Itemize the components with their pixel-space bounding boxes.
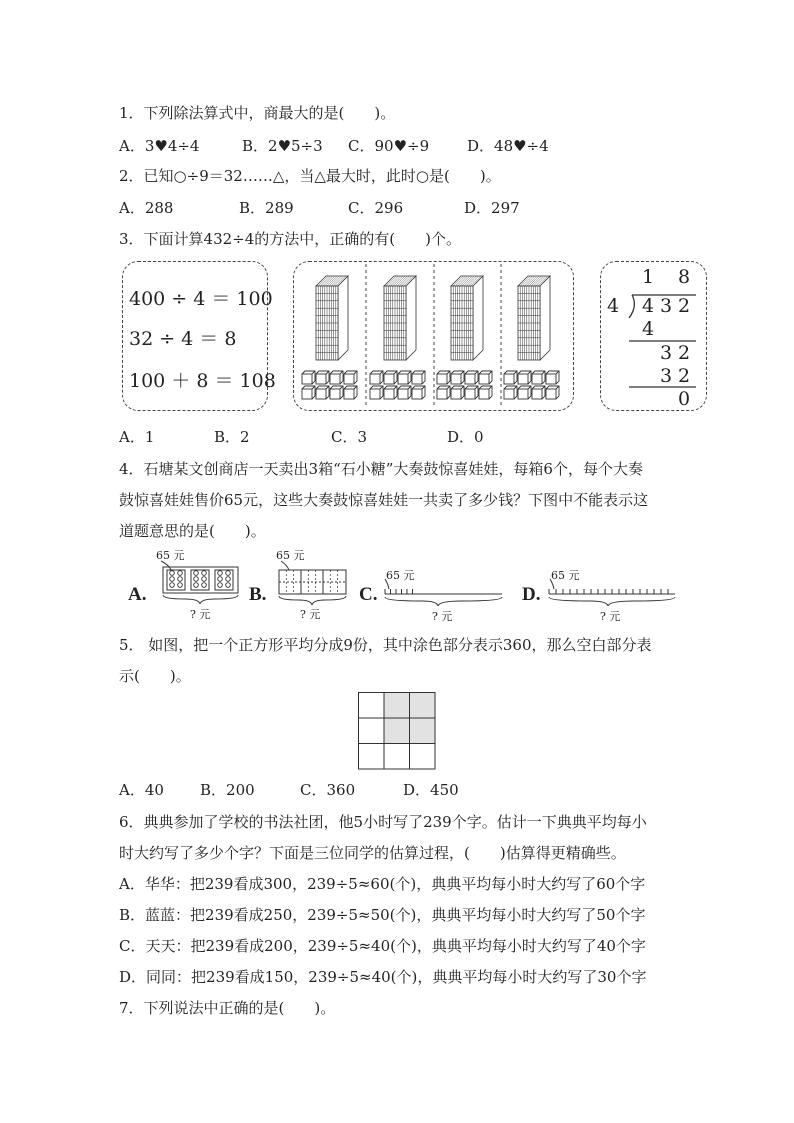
unit-cube — [330, 386, 343, 399]
q1-option-a[interactable]: A．3♥4÷4 — [119, 137, 200, 155]
q5-option-d[interactable]: D．450 — [403, 781, 459, 799]
unit-cube — [479, 371, 492, 384]
unit-cube — [384, 371, 397, 384]
q4-figure-c — [382, 577, 507, 617]
q3-method1-line3: 100 ＋ 8 ＝ 108 — [129, 370, 276, 392]
q4-stem-line2: 鼓惊喜娃娃售价65元，这些大奏鼓惊喜娃娃一共卖了多少钱？下图中不能表示这 — [119, 491, 649, 509]
q4-figure-label-a[interactable]: A. — [128, 584, 147, 605]
doll-dot — [202, 577, 207, 582]
q1-option-d[interactable]: D．48♥÷4 — [467, 137, 549, 155]
q3-method1-box — [122, 261, 276, 411]
q3-quotient-digit-2: 8 — [678, 266, 691, 288]
doll-dot — [202, 583, 207, 588]
doll-dot — [170, 583, 175, 588]
unit-cube — [546, 371, 559, 384]
doll-dot — [226, 583, 231, 588]
q4-figure-a — [155, 557, 245, 617]
doll-dot — [194, 577, 199, 582]
q4-b-price-label: 65 元 — [276, 549, 305, 562]
q3-option-c[interactable]: C．3 — [331, 428, 368, 446]
hundred-flat-1 — [316, 276, 348, 360]
q3-blocks-box — [293, 261, 574, 411]
q3-option-d[interactable]: D．0 — [447, 428, 484, 446]
q4-c-total-label: ? 元 — [432, 610, 453, 623]
unit-cube — [330, 371, 343, 384]
hundred-flat-3 — [451, 276, 483, 360]
unit-cube — [344, 371, 357, 384]
unit-cube — [302, 371, 315, 384]
unit-cube — [316, 386, 329, 399]
hundred-flat-4 — [518, 276, 550, 360]
unit-cube — [302, 386, 315, 399]
unit-cube — [344, 386, 357, 399]
q4-figure-label-b[interactable]: B. — [249, 584, 267, 605]
doll-dot — [226, 577, 231, 582]
doll-dot — [218, 583, 223, 588]
unit-cube — [465, 386, 478, 399]
q1-option-c[interactable]: C．90♥÷9 — [348, 137, 430, 155]
blank-cell — [359, 693, 385, 719]
q3-step3-digit-1: 3 — [660, 365, 673, 387]
q3-step2-digit-1: 3 — [660, 342, 673, 364]
q5-option-a[interactable]: A．40 — [119, 781, 164, 799]
unit-cube — [518, 371, 531, 384]
unit-cube — [465, 371, 478, 384]
unit-cube — [370, 386, 383, 399]
shaded-cell — [410, 718, 436, 744]
unit-cube — [504, 371, 517, 384]
q3-option-b[interactable]: B．2 — [214, 428, 250, 446]
doll-dot — [202, 571, 207, 576]
q6-stem-line1: 6．典典参加了学校的书法社团，他5小时写了239个字。估计一下典典平均每小 — [119, 813, 647, 831]
q3-dividend-digit-2: 3 — [660, 295, 673, 317]
q3-stem: 3．下面计算432÷4的方法中，正确的有( )个。 — [119, 230, 461, 248]
blank-cell — [359, 718, 385, 744]
q2-stem: 2．已知○÷9＝32……△，当△最大时，此时○是( )。 — [119, 167, 501, 185]
q4-b-total-label: ? 元 — [300, 608, 321, 621]
unit-cube — [398, 386, 411, 399]
doll-dot — [178, 577, 183, 582]
q5-stem-line1: 5． 如图，把一个正方形平均分成9份，其中涂色部分表示360，那么空白部分表 — [119, 636, 652, 654]
q5-stem-line2: 示( )。 — [119, 667, 191, 685]
q2-option-d[interactable]: D．297 — [464, 199, 520, 217]
unit-cube — [504, 386, 517, 399]
shaded-cell — [384, 693, 410, 719]
q4-a-price-label: 65 元 — [156, 549, 185, 562]
q3-step3-digit-2: 2 — [678, 365, 691, 387]
unit-cube — [451, 371, 464, 384]
q4-stem-line1: 4．石塘某文创商店一天卖出3箱“石小糖”大奏鼓惊喜娃娃，每箱6个，每个大奏 — [119, 460, 643, 478]
q2-option-c[interactable]: C．296 — [348, 199, 404, 217]
q3-division-box — [600, 261, 707, 411]
q4-figure-b — [273, 557, 353, 617]
doll-dot — [170, 577, 175, 582]
q3-division-lines — [601, 262, 706, 410]
doll-dot — [178, 571, 183, 576]
q3-option-a[interactable]: A．1 — [119, 428, 155, 446]
q3-method1-line1: 400 ÷ 4 ＝ 100 — [129, 288, 273, 310]
blank-cell — [410, 744, 436, 770]
q3-quotient-digit-1: 1 — [642, 266, 655, 288]
q1-option-b[interactable]: B．2♥5÷3 — [242, 137, 323, 155]
unit-cube — [451, 386, 464, 399]
q3-step1: 4 — [642, 318, 655, 340]
q5-square-grid — [358, 692, 435, 769]
unit-cube — [412, 371, 425, 384]
q4-stem-line3: 道题意思的是( )。 — [119, 522, 266, 540]
doll-dot — [194, 571, 199, 576]
doll-dot — [178, 583, 183, 588]
unit-cube — [316, 371, 329, 384]
q3-method1-line2: 32 ÷ 4 ＝ 8 — [129, 328, 237, 350]
unit-cube — [437, 386, 450, 399]
q1-stem: 1．下列除法算式中，商最大的是( )。 — [119, 104, 396, 122]
unit-cube — [370, 371, 383, 384]
q4-d-total-label: ? 元 — [600, 610, 621, 623]
q6-option-b[interactable]: B．蓝蓝：把239看成250，239÷5≈50(个)，典典平均每小时大约写了50个字 — [119, 906, 646, 924]
unit-cube — [546, 386, 559, 399]
doll-dot — [194, 583, 199, 588]
blank-cell — [359, 744, 385, 770]
doll-dot — [170, 571, 175, 576]
q4-figure-label-c[interactable]: C. — [359, 584, 378, 605]
q5-option-c[interactable]: C．360 — [300, 781, 356, 799]
q3-dividend-digit-3: 2 — [678, 295, 691, 317]
unit-cube — [398, 371, 411, 384]
blank-cell — [384, 744, 410, 770]
unit-cube — [479, 386, 492, 399]
q7-stem: 7．下列说法中正确的是( )。 — [119, 999, 336, 1017]
shaded-cell — [384, 718, 410, 744]
q3-blocks-figure — [294, 262, 573, 410]
hundred-flat-2 — [384, 276, 416, 360]
q2-option-a[interactable]: A．288 — [119, 199, 174, 217]
q3-divisor: 4 — [607, 295, 620, 317]
q3-dividend-digit-1: 4 — [642, 295, 655, 317]
q5-option-b[interactable]: B．200 — [200, 781, 255, 799]
q4-figure-label-d[interactable]: D. — [522, 584, 541, 605]
q4-figure-d — [545, 577, 680, 617]
q3-step2-digit-2: 2 — [678, 342, 691, 364]
q6-stem-line2: 时大约写了多少个字？下面是三位同学的估算过程，( )估算得更精确些。 — [119, 844, 626, 862]
unit-cube — [532, 386, 545, 399]
unit-cube — [532, 371, 545, 384]
q6-option-c[interactable]: C．天天：把239看成200，239÷5≈40(个)，典典平均每小时大约写了40个字 — [119, 937, 646, 955]
q4-a-total-label: ? 元 — [190, 608, 211, 621]
q2-option-b[interactable]: B．289 — [239, 199, 294, 217]
q4-d-price-label: 65 元 — [551, 569, 580, 582]
unit-cube — [518, 386, 531, 399]
q3-remainder: 0 — [678, 388, 691, 410]
doll-dot — [218, 577, 223, 582]
q6-option-d[interactable]: D．同同：把239看成150，239÷5≈40(个)，典典平均每小时大约写了30个字 — [119, 968, 647, 986]
q6-option-a[interactable]: A．华华：把239看成300，239÷5≈60(个)，典典平均每小时大约写了60个字 — [119, 875, 646, 893]
unit-cube — [437, 371, 450, 384]
doll-dot — [226, 571, 231, 576]
unit-cube — [412, 386, 425, 399]
doll-dot — [218, 571, 223, 576]
q4-c-price-label: 65 元 — [386, 569, 415, 582]
shaded-cell — [410, 693, 436, 719]
unit-cube — [384, 386, 397, 399]
